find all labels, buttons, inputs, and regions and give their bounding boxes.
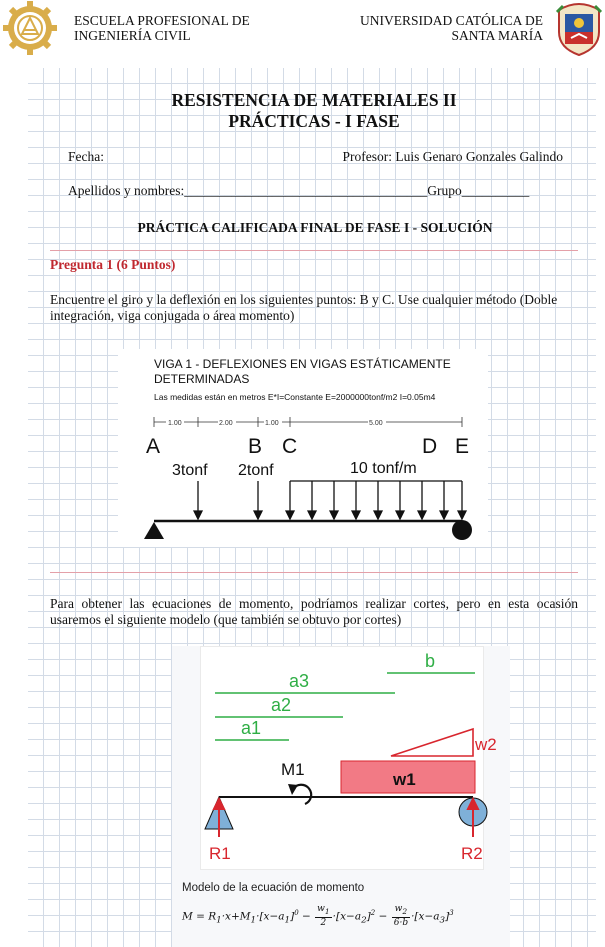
- title-line-1: RESISTENCIA DE MATERIALES II: [171, 90, 457, 110]
- fecha-label: Fecha:: [68, 149, 104, 164]
- eq-sub: 1: [216, 915, 222, 926]
- dim-label-1: 1.00: [168, 420, 182, 427]
- label-m1: M1: [281, 760, 305, 779]
- equation-caption: Modelo de la ecuación de momento: [182, 882, 365, 894]
- beam-figure: [118, 349, 488, 547]
- eq-sub: 1: [250, 915, 257, 926]
- eq-sub: 1: [284, 915, 291, 926]
- divider-1: [50, 250, 578, 251]
- document-title: [60, 90, 568, 132]
- grupo-label: Grupo: [427, 183, 462, 198]
- eq-den: 2: [320, 917, 327, 928]
- label-r2: R2: [461, 844, 483, 863]
- point-b: B: [248, 435, 263, 458]
- dim-label-3: 1.00: [265, 420, 279, 427]
- pregunta-heading: Pregunta 1 (6 Puntos): [50, 257, 176, 272]
- apellidos-label: Apellidos y nombres:: [68, 183, 185, 198]
- eq-bracket: ]: [445, 910, 450, 923]
- load-2tonf-label: 2tonf: [238, 462, 274, 479]
- dimension-line: [154, 417, 462, 427]
- point-e: E: [455, 435, 470, 458]
- university-line-2: SANTA MARÍA: [451, 28, 543, 43]
- moment-equation: [182, 904, 454, 929]
- eq-term-1: ·x+M: [221, 910, 251, 923]
- moment-model-diagram: [200, 646, 497, 870]
- apellidos-row: [68, 183, 529, 199]
- eq-bracket: ]: [366, 910, 371, 923]
- divider-2: [50, 572, 578, 573]
- point-c: C: [282, 435, 298, 458]
- label-r1: R1: [209, 844, 231, 863]
- eq-frac-2: [392, 904, 410, 929]
- fig1-title-2: DETERMINADAS: [154, 372, 250, 386]
- roller-support-icon: [452, 520, 472, 540]
- dim-label-2: 2.00: [219, 420, 233, 427]
- label-w2: w2: [475, 735, 497, 754]
- eq-sub: 2: [361, 915, 367, 926]
- title-line-2: PRÁCTICAS - I FASE: [228, 111, 400, 131]
- point-load-arrows: [194, 481, 262, 519]
- school-line-2: INGENIERÍA CIVIL: [74, 28, 191, 43]
- eq-term-4: ·[x−a: [332, 910, 362, 923]
- eq-frac-1: [315, 904, 332, 929]
- question-text: Encuentre el giro y la deflexión en los siguientes puntos: B y C. Use cualquier método (Doble integración, viga conjugada o área momento): [50, 292, 558, 323]
- label-a2: a2: [271, 695, 292, 715]
- eq-term-5: ·[x−a: [411, 910, 440, 923]
- eq-sub: 1: [324, 906, 330, 916]
- load-3tonf-label: 3tonf: [172, 462, 208, 479]
- school-name: [74, 13, 250, 43]
- point-d: D: [422, 435, 438, 458]
- eq-exp: 0: [294, 908, 299, 917]
- fig1-title-1: VIGA 1 - DEFLEXIONES EN VIGAS ESTÁTICAMENTE: [154, 357, 451, 371]
- apellidos-field[interactable]: ____________________________________: [184, 183, 428, 198]
- moment-model-svg: [201, 647, 497, 869]
- beam-diagram-svg: [118, 349, 488, 547]
- eq-sub: 2: [402, 906, 408, 916]
- label-a3: a3: [289, 671, 310, 691]
- moment-model-figure: [172, 646, 510, 947]
- point-a: A: [146, 435, 161, 458]
- eq-term-2: ·[x−a: [256, 910, 285, 923]
- eq-bracket: ]: [290, 910, 295, 923]
- university-crest-icon: [555, 2, 603, 56]
- section-title: PRÁCTICA CALIFICADA FINAL DE FASE I - SOLUCIÓN: [137, 220, 493, 235]
- school-line-1: ESCUELA PROFESIONAL DE: [74, 13, 250, 28]
- distributed-load-arrows: [286, 481, 466, 519]
- label-b: b: [425, 651, 436, 671]
- eq-minus: −: [298, 910, 315, 923]
- eq-w: w: [317, 904, 325, 914]
- dist-load-label: 10 tonf/m: [350, 460, 417, 477]
- eq-minus: −: [375, 910, 391, 923]
- label-a1: a1: [241, 718, 262, 738]
- dim-label-4: 5.00: [369, 420, 383, 427]
- grupo-field[interactable]: __________: [461, 183, 530, 198]
- reaction-arrows: [214, 799, 478, 837]
- university-line-1: UNIVERSIDAD CATÓLICA DE: [360, 13, 543, 28]
- eq-exp: 3: [449, 908, 454, 917]
- fig1-note: Las medidas están en metros E*I=Constante E=2000000tonf/m2 I=0.05m4: [154, 392, 436, 402]
- moment-arrowhead: [288, 784, 298, 795]
- label-w1: w1: [393, 770, 416, 789]
- eq-exp: 2: [370, 908, 376, 917]
- pin-support-icon: [144, 522, 164, 539]
- profesor-label: Profesor: Luis Genaro Gonzales Galindo: [342, 149, 563, 164]
- triangular-load-w2: [391, 729, 473, 756]
- eq-w: w: [394, 904, 403, 914]
- eq-lhs: M = R: [182, 910, 217, 923]
- eq-sub: 3: [439, 915, 446, 926]
- eq-den: 6·b: [393, 917, 409, 928]
- university-name: [360, 13, 543, 43]
- gear-seal-icon: [2, 0, 58, 56]
- paragraph-2: Para obtener las ecuaciones de momento, podríamos realizar cortes, pero en esta ocasión usaremos el siguiente modelo (que también se obtuvo por cortes): [50, 596, 578, 627]
